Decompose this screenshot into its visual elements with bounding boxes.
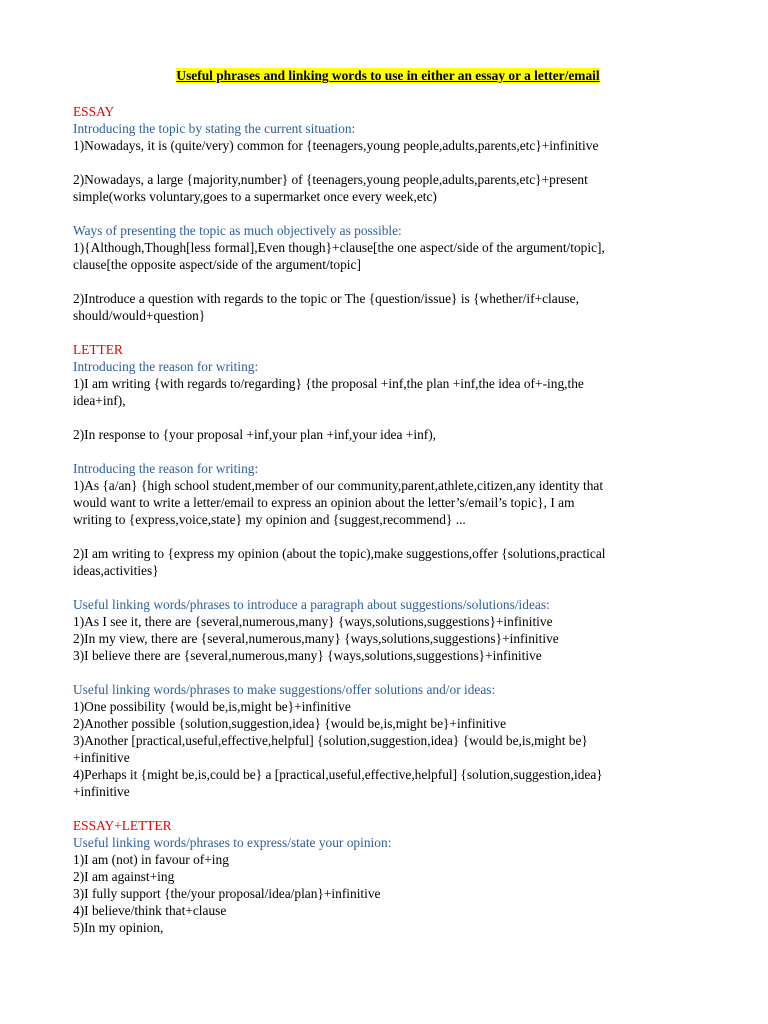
essay-objective-1-line-2: clause[the opposite aspect/side of the argument/topic]: [73, 257, 361, 272]
essay-letter-heading: ESSAY+LETTER: [73, 818, 172, 833]
letter-identity-line-2: would want to write a letter/email to express an opinion about the letter’s/email’s topic}, I am: [73, 495, 575, 510]
letter-purpose-line-2: ideas,activities}: [73, 563, 159, 578]
letter-subheading-reason-2: Introducing the reason for writing:: [73, 461, 259, 476]
essay-section: [73, 103, 703, 341]
opinion-phrase-4: 4)I believe/think that+clause: [73, 903, 227, 918]
letter-suggestion-4-line-2: +infinitive: [73, 784, 130, 799]
opinion-phrase-5: 5)In my opinion,: [73, 920, 164, 935]
opinion-phrase-3: 3)I fully support {the/your proposal/idea/plan}+infinitive: [73, 886, 381, 901]
letter-heading: LETTER: [73, 342, 123, 357]
opinion-phrase-2: 2)I am against+ing: [73, 869, 175, 884]
letter-intro-suggestion-3: 3)I believe there are {several,numerous,many} {ways,solutions,suggestions}+infinitive: [73, 648, 542, 663]
letter-intro-suggestion-2: 2)In my view, there are {several,numerous,many} {ways,solutions,suggestions}+infinitive: [73, 631, 559, 646]
letter-intro-suggestion-1: 1)As I see it, there are {several,numerous,many} {ways,solutions,suggestions}+infinitive: [73, 614, 553, 629]
letter-suggestion-1: 1)One possibility {would be,is,might be}+infinitive: [73, 699, 351, 714]
letter-suggestion-3-line-2: +infinitive: [73, 750, 130, 765]
letter-reason-2: 2)In response to {your proposal +inf,your plan +inf,your idea +inf),: [73, 427, 437, 442]
letter-section: [73, 341, 703, 817]
document-page: [73, 67, 703, 936]
essay-objective-2-line-1: 2)Introduce a question with regards to the topic or The {question/issue} is {whether/if+clause,: [73, 291, 579, 306]
document-title: Useful phrases and linking words to use in either an essay or a letter/email: [176, 68, 600, 83]
letter-subheading-make-suggestions: Useful linking words/phrases to make suggestions/offer solutions and/or ideas:: [73, 682, 496, 697]
title-row: [73, 67, 703, 84]
essay-phrase-2-line-1: 2)Nowadays, a large {majority,number} of {teenagers,young people,adults,parents,etc}+present: [73, 172, 588, 187]
essay-letter-subheading-opinion: Useful linking words/phrases to express/state your opinion:: [73, 835, 392, 850]
essay-letter-section: [73, 817, 703, 936]
letter-reason-1-line-1: 1)I am writing {with regards to/regarding} {the proposal +inf,the plan +inf,the idea of+-ing,the: [73, 376, 584, 391]
letter-identity-line-1: 1)As {a/an} {high school student,member of our community,parent,athlete,citizen,any identity that: [73, 478, 604, 493]
letter-purpose-line-1: 2)I am writing to {express my opinion (about the topic),make suggestions,offer {solutions,practical: [73, 546, 606, 561]
essay-subheading-current-situation: Introducing the topic by stating the current situation:: [73, 121, 356, 136]
essay-objective-1-line-1: 1){Although,Though[less formal],Even though}+clause[the one aspect/side of the argument/topic],: [73, 240, 605, 255]
letter-suggestion-3-line-1: 3)Another [practical,useful,effective,helpful] {solution,suggestion,idea} {would be,is,might be}: [73, 733, 588, 748]
letter-suggestion-4-line-1: 4)Perhaps it {might be,is,could be} a [practical,useful,effective,helpful] {solution,suggestion,idea}: [73, 767, 603, 782]
letter-reason-1-line-2: idea+inf),: [73, 393, 126, 408]
letter-identity-line-3: writing to {express,voice,state} my opinion and {suggest,recommend} ...: [73, 512, 466, 527]
letter-subheading-intro-suggestions: Useful linking words/phrases to introduce a paragraph about suggestions/solutions/ideas:: [73, 597, 550, 612]
letter-suggestion-2: 2)Another possible {solution,suggestion,idea} {would be,is,might be}+infinitive: [73, 716, 507, 731]
essay-heading: ESSAY: [73, 104, 115, 119]
essay-subheading-objective: Ways of presenting the topic as much objectively as possible:: [73, 223, 402, 238]
opinion-phrase-1: 1)I am (not) in favour of+ing: [73, 852, 229, 867]
essay-phrase-2-line-2: simple(works voluntary,goes to a supermarket once every week,etc): [73, 189, 437, 204]
letter-subheading-reason-1: Introducing the reason for writing:: [73, 359, 259, 374]
essay-objective-2-line-2: should/would+question}: [73, 308, 206, 323]
essay-phrase-1: 1)Nowadays, it is (quite/very) common for {teenagers,young people,adults,parents,etc}+infinitive: [73, 138, 599, 153]
